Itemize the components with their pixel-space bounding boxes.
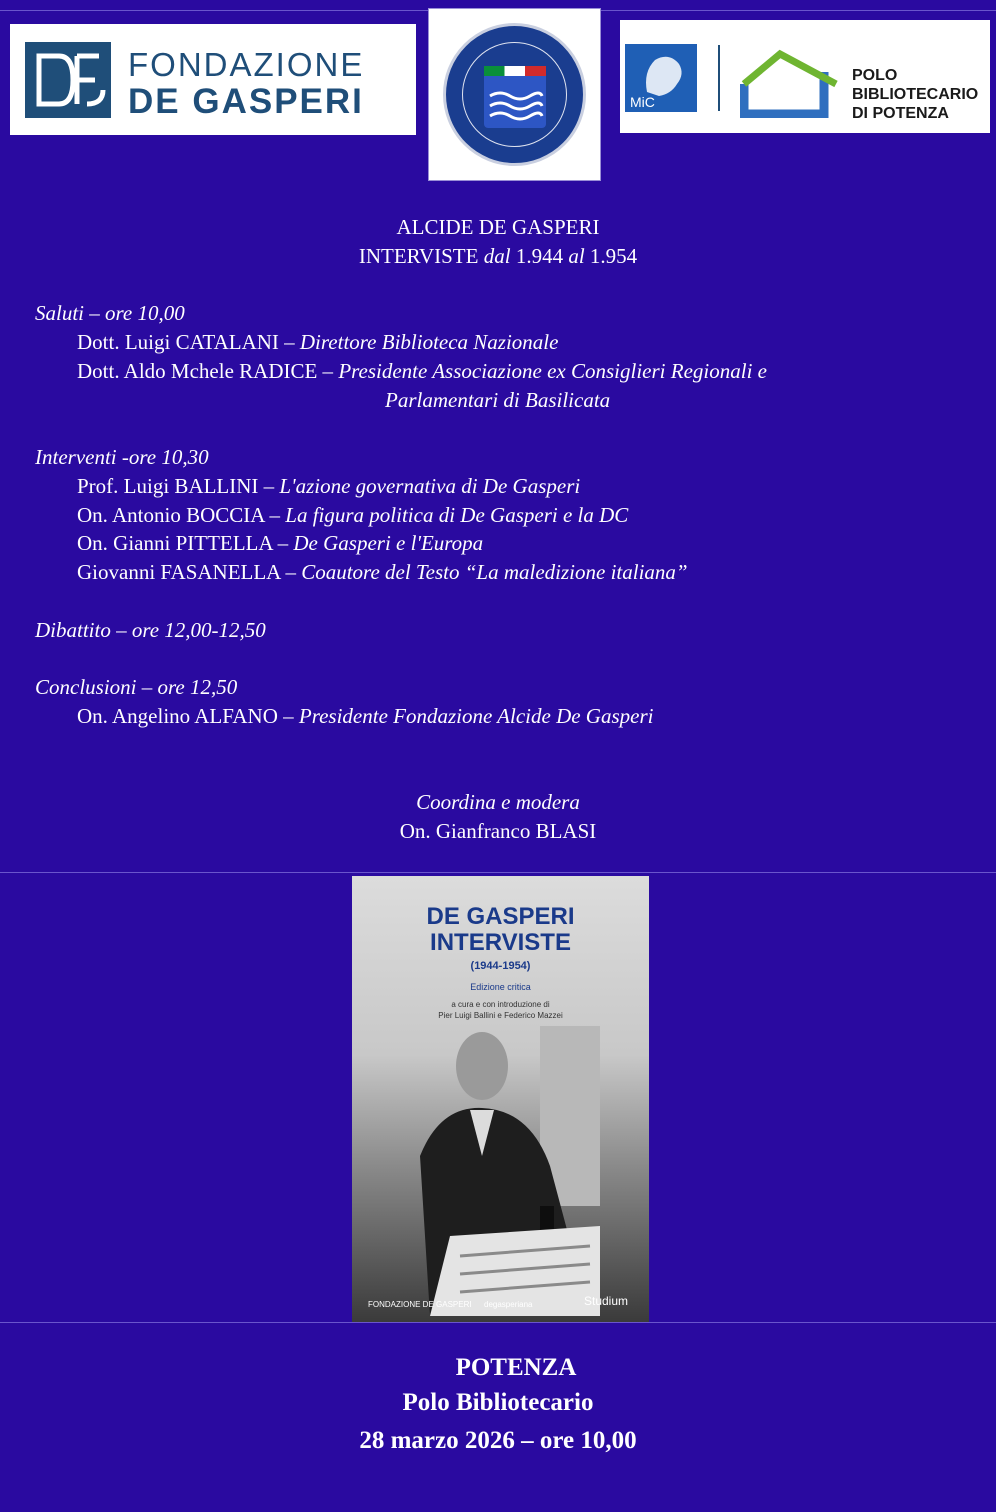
program-item bbox=[77, 531, 483, 556]
speaker-name: On. Angelino ALFANO – bbox=[77, 704, 299, 728]
book-title-line-1: DE GASPERI bbox=[426, 903, 575, 930]
book-footer-brand: FONDAZIONE DE GASPERI bbox=[368, 1300, 472, 1309]
seal-emblem-icon bbox=[484, 66, 546, 128]
book-years: (1944-1954) bbox=[470, 960, 531, 972]
program-item bbox=[77, 474, 580, 499]
association-seal-icon bbox=[443, 23, 586, 166]
subtitle-part-2: dal bbox=[483, 244, 511, 268]
speaker-role-continuation: Parlamentari di Basilicata bbox=[385, 388, 611, 412]
venue-datetime: 28 marzo 2026 – ore 10,00 bbox=[359, 1427, 637, 1454]
book-cover bbox=[352, 876, 649, 1323]
book-editors-line-2: Pier Luigi Ballini e Federico Mazzei bbox=[438, 1011, 563, 1020]
program-item bbox=[77, 330, 558, 355]
subtitle-part-4: al bbox=[568, 244, 585, 268]
saluti-label: Saluti – ore 10,00 bbox=[35, 301, 185, 325]
speaker-role: Direttore Biblioteca Nazionale bbox=[299, 330, 559, 354]
polo-text bbox=[852, 66, 978, 123]
interventi-label: Interventi -ore 10,30 bbox=[35, 445, 209, 469]
polo-line-3: DI POTENZA bbox=[852, 105, 949, 122]
speaker-role: Presidente Fondazione Alcide De Gasperi bbox=[298, 704, 654, 728]
mic-text: MiC bbox=[630, 94, 655, 110]
book-footer-series: degasperiana bbox=[484, 1300, 533, 1309]
speaker-name: Prof. Luigi BALLINI – bbox=[77, 474, 280, 498]
program-item bbox=[77, 704, 653, 729]
speaker-name: Giovanni FASANELLA – bbox=[77, 560, 302, 584]
fdg-monogram-icon bbox=[25, 42, 111, 118]
speaker-role: La figura politica di De Gasperi e la DC bbox=[285, 503, 629, 527]
subtitle-part-1: INTERVISTE bbox=[358, 244, 484, 268]
dibattito-label: Dibattito – ore 12,00-12,50 bbox=[35, 618, 266, 642]
conclusioni-label: Conclusioni – ore 12,50 bbox=[35, 675, 238, 699]
speaker-role: De Gasperi e l'Europa bbox=[293, 531, 484, 555]
book-edition: Edizione critica bbox=[470, 982, 531, 992]
speaker-name: On. Antonio BOCCIA – bbox=[77, 503, 286, 527]
subtitle-part-5: 1.954 bbox=[584, 244, 638, 268]
event-title: ALCIDE DE GASPERI bbox=[396, 215, 600, 239]
moderator-name: On. Gianfranco BLASI bbox=[399, 819, 597, 843]
speaker-name: Dott. Luigi CATALANI – bbox=[77, 330, 300, 354]
polo-house-icon bbox=[740, 44, 844, 118]
fondazione-text: FONDAZIONE bbox=[128, 46, 365, 83]
speaker-name: Dott. Aldo Mchele RADICE – bbox=[77, 359, 339, 383]
polo-line-2: BIBLIOTECARIO bbox=[852, 86, 979, 103]
book-editors-line-1: a cura e con introduzione di bbox=[451, 1000, 550, 1009]
event-subtitle bbox=[0, 244, 996, 269]
fondazione-de-gasperi-logo bbox=[10, 24, 416, 135]
speaker-role: L'azione governativa di De Gasperi bbox=[279, 474, 581, 498]
book-title-line-2: INTERVISTE bbox=[430, 929, 571, 956]
logo-separator bbox=[718, 45, 720, 111]
association-logo bbox=[428, 8, 601, 181]
polo-bibliotecario-logo bbox=[620, 20, 990, 133]
de-gasperi-text: DE GASPERI bbox=[128, 82, 364, 121]
subtitle-part-3: 1.944 bbox=[510, 244, 569, 268]
speaker-role: Coautore del Testo “La maledizione italiana” bbox=[301, 560, 688, 584]
program-item bbox=[77, 503, 628, 528]
moderator-label: Coordina e modera bbox=[416, 790, 580, 814]
venue-place: Polo Bibliotecario bbox=[402, 1389, 594, 1416]
venue-city: POTENZA bbox=[455, 1354, 577, 1381]
divider bbox=[0, 872, 996, 873]
program-item bbox=[77, 359, 767, 384]
divider bbox=[0, 1322, 996, 1323]
book-publisher: Studium bbox=[584, 1294, 629, 1308]
book-cover-photo bbox=[390, 1026, 600, 1316]
speaker-name: On. Gianni PITTELLA – bbox=[77, 531, 294, 555]
polo-line-1: POLO bbox=[852, 67, 898, 84]
program-item bbox=[77, 560, 688, 585]
speaker-role: Presidente Associazione ex Consiglieri Regionali e bbox=[338, 359, 767, 383]
